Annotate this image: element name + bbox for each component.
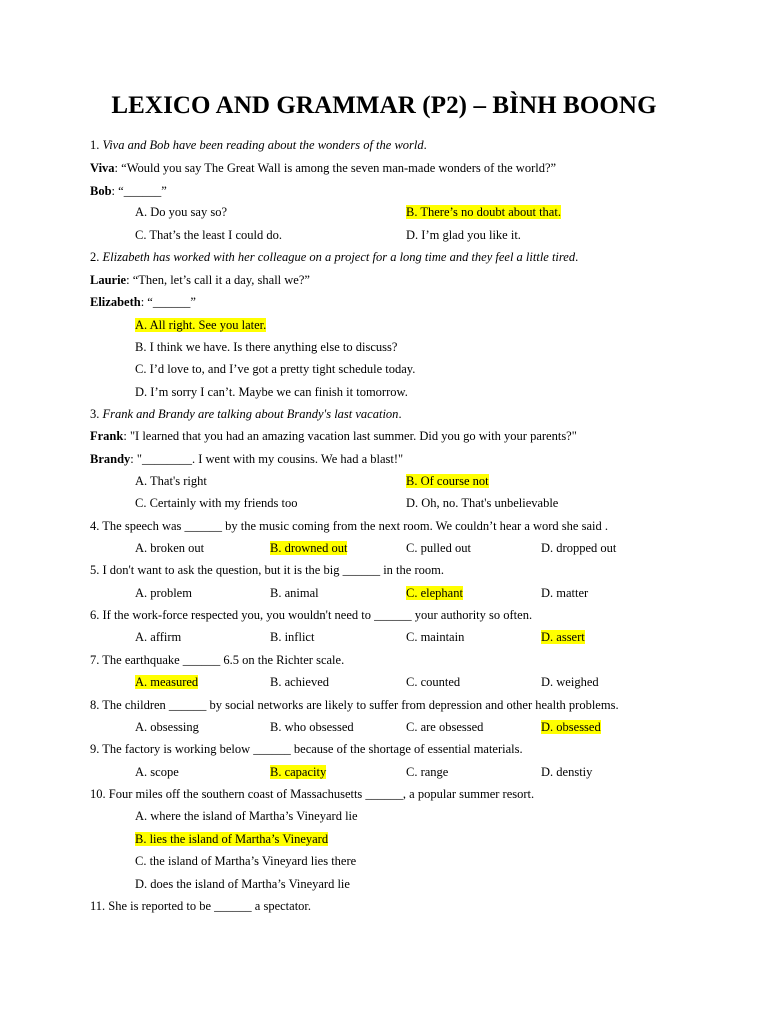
q7-option-b: B. achieved (270, 675, 330, 689)
question-number: 3. (90, 407, 103, 421)
speaker-text: : “Then, let’s call it a day, shall we?” (126, 273, 310, 287)
q10-option-d: D. does the island of Martha’s Vineyard lie (135, 877, 350, 891)
q4-option-d: D. dropped out (541, 541, 617, 555)
question-3-line-1 (90, 428, 577, 444)
q6-option-c: C. maintain (406, 630, 465, 644)
q4-option-b: B. drowned out (270, 541, 348, 555)
speaker-name: Frank (90, 429, 124, 443)
q1-option-d: D. I’m glad you like it. (406, 228, 521, 242)
q2-option-d: D. I’m sorry I can’t. Maybe we can finish it tomorrow. (135, 385, 408, 399)
question-9-text: 9. The factory is working below ______ because of the shortage of essential materials. (90, 742, 523, 756)
speaker-name: Brandy (90, 452, 131, 466)
question-3-context (90, 406, 402, 422)
q8-option-c: C. are obsessed (406, 720, 484, 734)
q5-option-a: A. problem (135, 586, 192, 600)
q6-option-a: A. affirm (135, 630, 182, 644)
q10-option-b: B. lies the island of Martha’s Vineyard (135, 832, 329, 846)
q2-option-c: C. I’d love to, and I’ve got a pretty tight schedule today. (135, 362, 416, 376)
q1-option-a: A. Do you say so? (135, 205, 228, 219)
q9-option-d: D. denstiy (541, 765, 593, 779)
q7-option-d: D. weighed (541, 675, 599, 689)
q4-option-c: C. pulled out (406, 541, 471, 555)
q4-option-a: A. broken out (135, 541, 205, 555)
q3-option-a: A. That's right (135, 474, 207, 488)
q10-option-c: C. the island of Martha’s Vineyard lies there (135, 854, 357, 868)
q6-option-b: B. inflict (270, 630, 315, 644)
question-number: 2. (90, 250, 103, 264)
context-text: Viva and Bob have been reading about the wonders of the world (102, 138, 424, 152)
context-text: Elizabeth has worked with her colleague on a project for a long time and they feel a little tired (102, 250, 576, 264)
question-1-line-1 (90, 160, 556, 176)
speaker-name: Viva (90, 161, 115, 175)
q8-option-b: B. who obsessed (270, 720, 354, 734)
q2-option-b: B. I think we have. Is there anything else to discuss? (135, 340, 398, 354)
context-end: . (575, 250, 579, 264)
q3-option-d: D. Oh, no. That's unbelievable (406, 496, 559, 510)
q5-option-b: B. animal (270, 586, 319, 600)
speaker-text: : "________. I went with my cousins. We had a blast!" (130, 452, 404, 466)
page-title: LEXICO AND GRAMMAR (P2) – BÌNH BOONG (111, 92, 657, 119)
context-text: Frank and Brandy are talking about Brandy's last vacation (102, 407, 399, 421)
question-4-text: 4. The speech was ______ by the music coming from the next room. We couldn’t hear a word she said . (90, 519, 608, 533)
q3-option-b: B. Of course not (406, 474, 489, 488)
q5-option-d: D. matter (541, 586, 589, 600)
question-6-text: 6. If the work-force respected you, you wouldn't need to ______ your authority so often. (90, 608, 533, 622)
q8-option-d: D. obsessed (541, 720, 601, 734)
speaker-text: : “______” (111, 184, 167, 198)
speaker-text: : “______” (140, 295, 196, 309)
q8-option-a: A. obsessing (135, 720, 199, 734)
speaker-name: Elizabeth (90, 295, 141, 309)
question-1-context (90, 137, 427, 153)
q7-option-a: A. measured (135, 675, 199, 689)
speaker-text: : “Would you say The Great Wall is among the seven man-made wonders of the world?” (114, 161, 557, 175)
context-end: . (423, 138, 427, 152)
question-number: 1. (90, 138, 103, 152)
q9-option-b: B. capacity (270, 765, 327, 779)
q6-option-d: D. assert (541, 630, 585, 644)
question-2-context (90, 249, 578, 265)
q5-option-c: C. elephant (406, 586, 463, 600)
question-2-line-1 (90, 272, 310, 288)
q7-option-c: C. counted (406, 675, 461, 689)
question-3-line-2 (90, 451, 403, 467)
speaker-text: : "I learned that you had an amazing vacation last summer. Did you go with your parents?" (123, 429, 577, 443)
q9-option-c: C. range (406, 765, 449, 779)
q1-option-c: C. That’s the least I could do. (135, 228, 282, 242)
question-7-text: 7. The earthquake ______ 6.5 on the Richter scale. (90, 653, 345, 667)
question-8-text: 8. The children ______ by social networks are likely to suffer from depression and other health problems. (90, 698, 619, 712)
context-end: . (398, 407, 402, 421)
q3-option-c: C. Certainly with my friends too (135, 496, 298, 510)
q10-option-a: A. where the island of Martha’s Vineyard lie (135, 809, 358, 823)
q9-option-a: A. scope (135, 765, 179, 779)
speaker-name: Bob (90, 184, 112, 198)
q2-option-a: A. All right. See you later. (135, 318, 267, 332)
question-10-text: 10. Four miles off the southern coast of Massachusetts ______, a popular summer resort. (90, 787, 535, 801)
question-11-text: 11. She is reported to be ______ a spectator. (90, 899, 312, 913)
speaker-name: Laurie (90, 273, 127, 287)
question-1-line-2 (90, 183, 167, 199)
question-2-line-2 (90, 294, 196, 310)
question-5-text: 5. I don't want to ask the question, but it is the big ______ in the room. (90, 563, 444, 577)
q1-option-b: B. There’s no doubt about that. (406, 205, 561, 219)
